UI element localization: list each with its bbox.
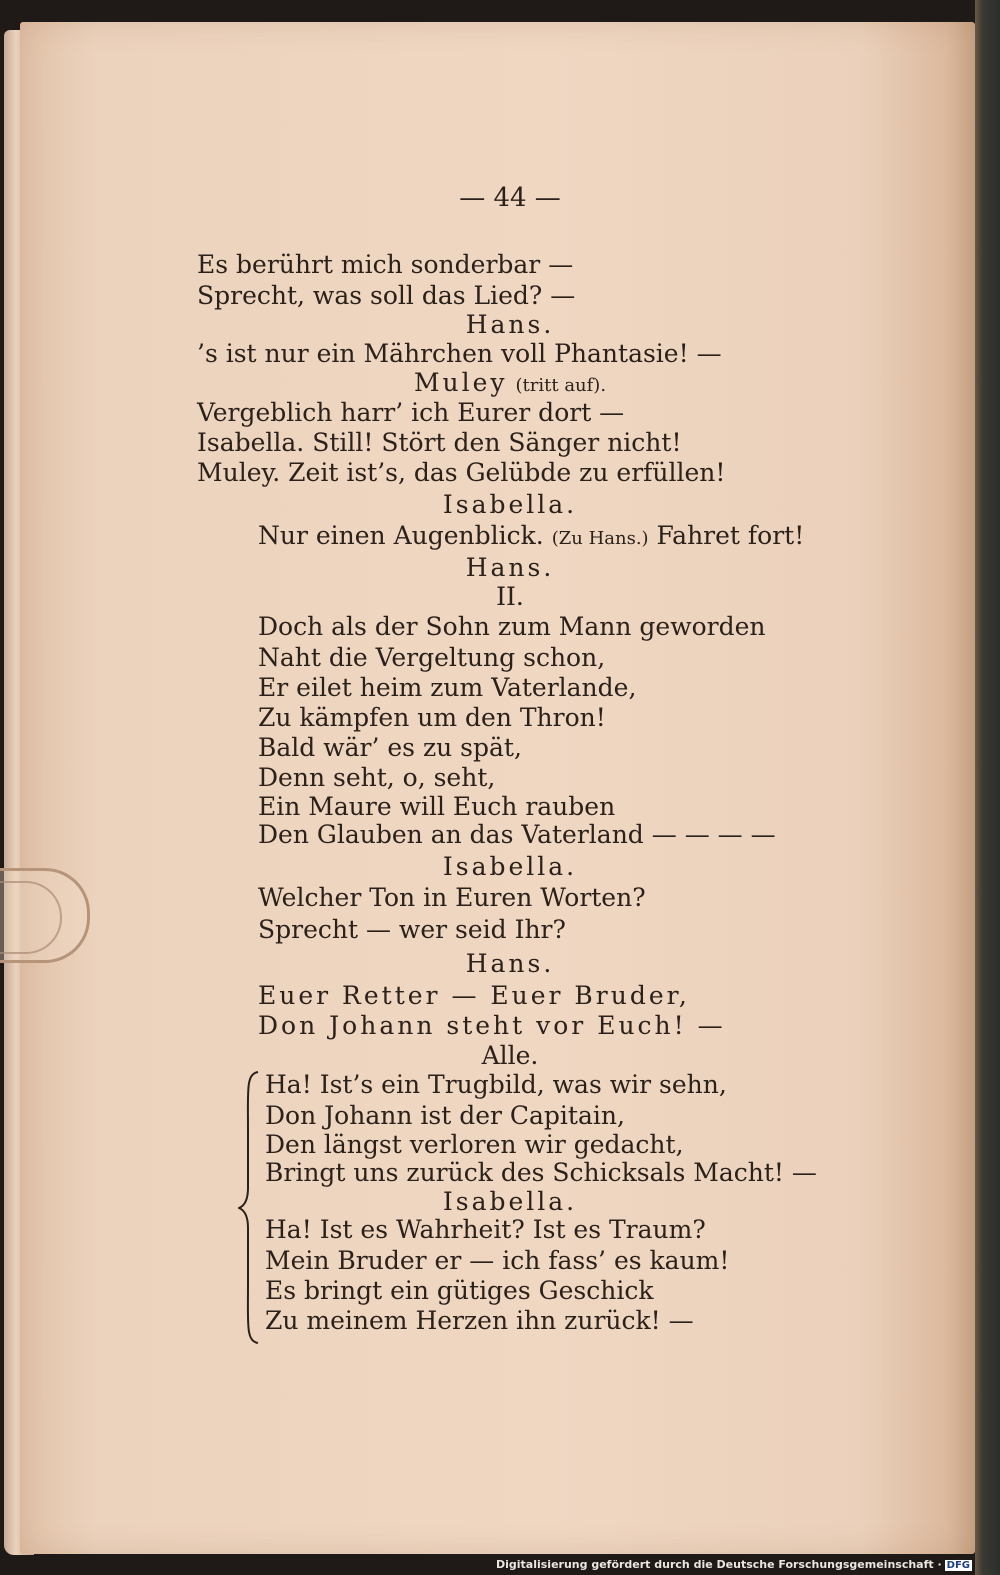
text-line: Es bringt ein gütiges Geschick	[265, 1276, 654, 1305]
text-line: Mein Bruder er — ich fass’ es kaum!	[265, 1246, 730, 1275]
text-line: Er eilet heim zum Vaterlande,	[258, 673, 637, 702]
text-line: Ein Maure will Euch rauben	[258, 792, 616, 821]
text-line: Bald wär’ es zu spät,	[258, 733, 522, 762]
speaker-heading: Hans.	[465, 310, 555, 339]
text-line: Naht die Vergeltung schon,	[258, 643, 606, 672]
dfg-logo: DFG	[946, 1560, 970, 1571]
speaker-name: Muley	[413, 368, 508, 397]
page-number: — 44 —	[459, 183, 561, 213]
text-line: Don Johann ist der Capitain,	[265, 1101, 625, 1130]
speaker-heading: Isabella.	[442, 852, 578, 881]
text-segment: Fahret fort!	[656, 521, 805, 550]
text-line: Sprecht — wer seid Ihr?	[258, 915, 566, 944]
text-segment: Nur einen Augenblick.	[258, 521, 544, 550]
text-line: Muley. Zeit ist’s, das Gelübde zu erfüllen!	[197, 458, 726, 487]
text-line: Sprecht, was soll das Lied? —	[197, 281, 576, 310]
text-line	[258, 521, 804, 554]
digitization-credit	[496, 1558, 972, 1571]
stage-direction: (tritt auf).	[515, 375, 607, 396]
text-line: Vergeblich harr’ ich Eurer dort —	[197, 398, 625, 427]
text-line: Zu kämpfen um den Thron!	[258, 703, 606, 732]
verse-number: II.	[496, 582, 524, 611]
speaker-heading	[160, 368, 860, 401]
text-line: Welcher Ton in Euren Worten?	[258, 883, 646, 912]
speaker-heading: Alle.	[481, 1041, 539, 1070]
text-line: Den längst verloren wir gedacht,	[265, 1130, 684, 1159]
speaker-heading: Isabella.	[442, 490, 578, 519]
text-line: Zu meinem Herzen ihn zurück! —	[265, 1306, 694, 1335]
speaker-heading: Hans.	[465, 949, 555, 978]
text-line: Den Glauben an das Vaterland — — — —	[258, 820, 776, 849]
text-line: Doch als der Sohn zum Mann geworden	[258, 612, 766, 641]
text-line: Don Johann steht vor Euch! —	[258, 1011, 726, 1040]
credit-text: Digitalisierung gefördert durch die Deutsche Forschungsgemeinschaft ·	[495, 1558, 942, 1571]
text-line: Denn seht, o, seht,	[258, 763, 496, 792]
text-line: ’s ist nur ein Mährchen voll Phantasie! —	[197, 339, 722, 368]
text-line: Isabella. Still! Stört den Sänger nicht!	[197, 428, 682, 457]
page-clip	[0, 868, 90, 963]
book-cover-edge	[975, 0, 1000, 1575]
text-line: Euer Retter — Euer Bruder,	[258, 981, 690, 1010]
text-line: Bringt uns zurück des Schicksals Macht! —	[265, 1158, 817, 1187]
speaker-heading: Isabella.	[442, 1187, 578, 1216]
text-line: Es berührt mich sonderbar —	[197, 250, 574, 279]
text-line: Ha! Ist es Wahrheit? Ist es Traum?	[265, 1215, 706, 1244]
speaker-heading: Hans.	[465, 553, 555, 582]
text-line: Ha! Ist’s ein Trugbild, was wir sehn,	[265, 1070, 727, 1099]
stage-direction: (Zu Hans.)	[551, 528, 649, 549]
